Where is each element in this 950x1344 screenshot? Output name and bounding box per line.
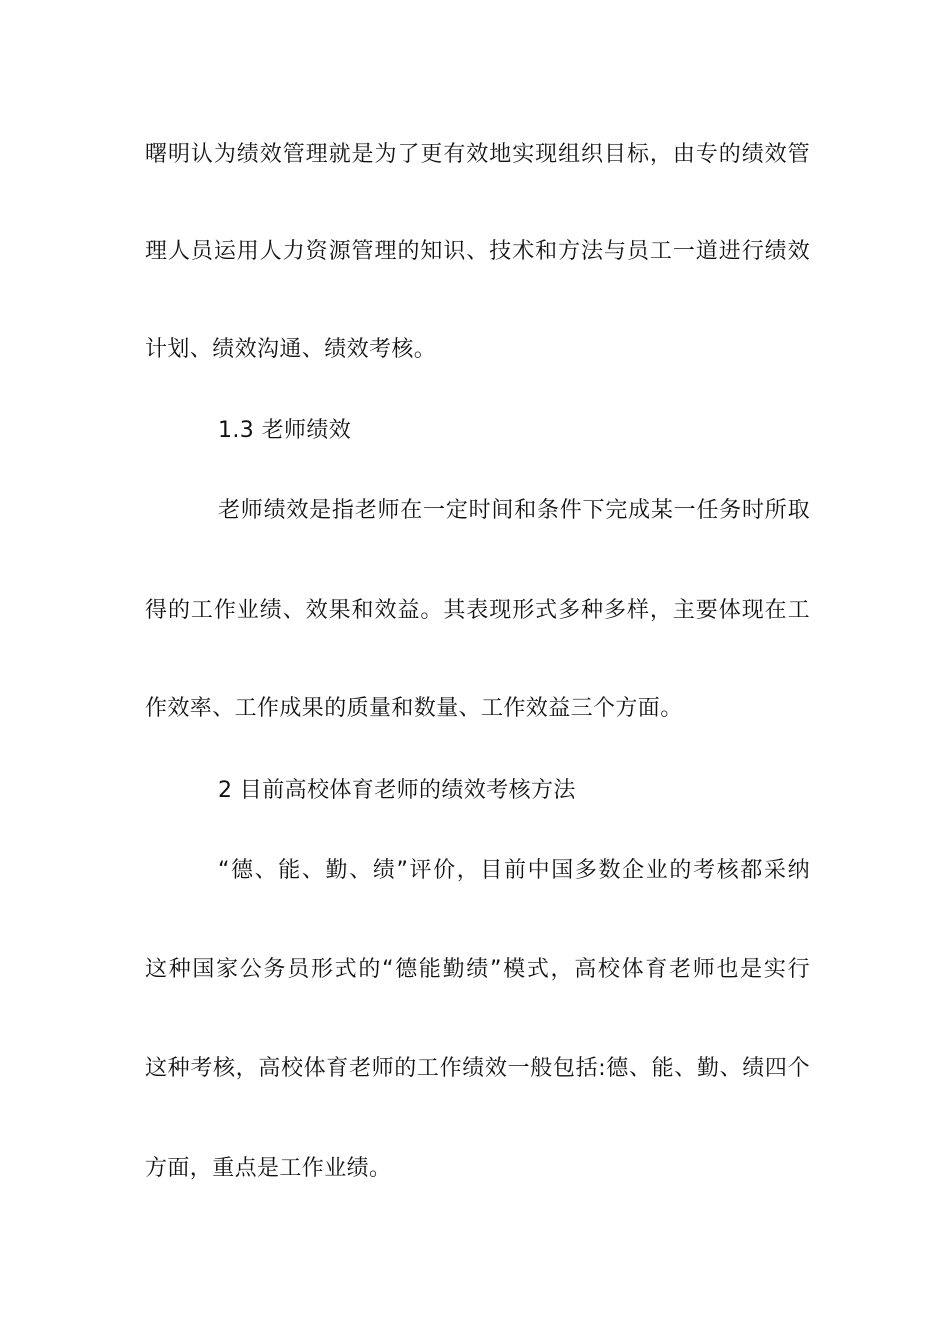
paragraph-line: “德、能、勤、绩”评价，目前中国多数企业的考核都采纳 [218, 858, 810, 883]
paragraph-line: 理人员运用人力资源管理的知识、技术和方法与员工一道进行绩效 [145, 239, 810, 264]
section-heading: 1.3 老师绩效 [218, 418, 352, 443]
paragraph-line: 方面，重点是工作业绩。 [145, 1156, 392, 1181]
paragraph-line: 这种考核，高校体育老师的工作绩效一般包括:德、能、勤、绩四个 [145, 1056, 810, 1081]
paragraph-line: 计划、绩效沟通、绩效考核。 [145, 337, 437, 362]
paragraph-line: 老师绩效是指老师在一定时间和条件下完成某一任务时所取 [218, 498, 810, 523]
paragraph-line: 作效率、工作成果的质量和数量、工作效益三个方面。 [145, 696, 683, 721]
paragraph-line: 曙明认为绩效管理就是为了更有效地实现组织目标，由专的绩效管 [145, 142, 810, 167]
section-heading: 2 目前高校体育老师的绩效考核方法 [218, 778, 576, 803]
paragraph-line: 这种国家公务员形式的“德能勤绩”模式，高校体育老师也是实行 [145, 957, 810, 982]
paragraph-line: 得的工作业绩、效果和效益。其表现形式多种多样，主要体现在工 [145, 598, 810, 623]
